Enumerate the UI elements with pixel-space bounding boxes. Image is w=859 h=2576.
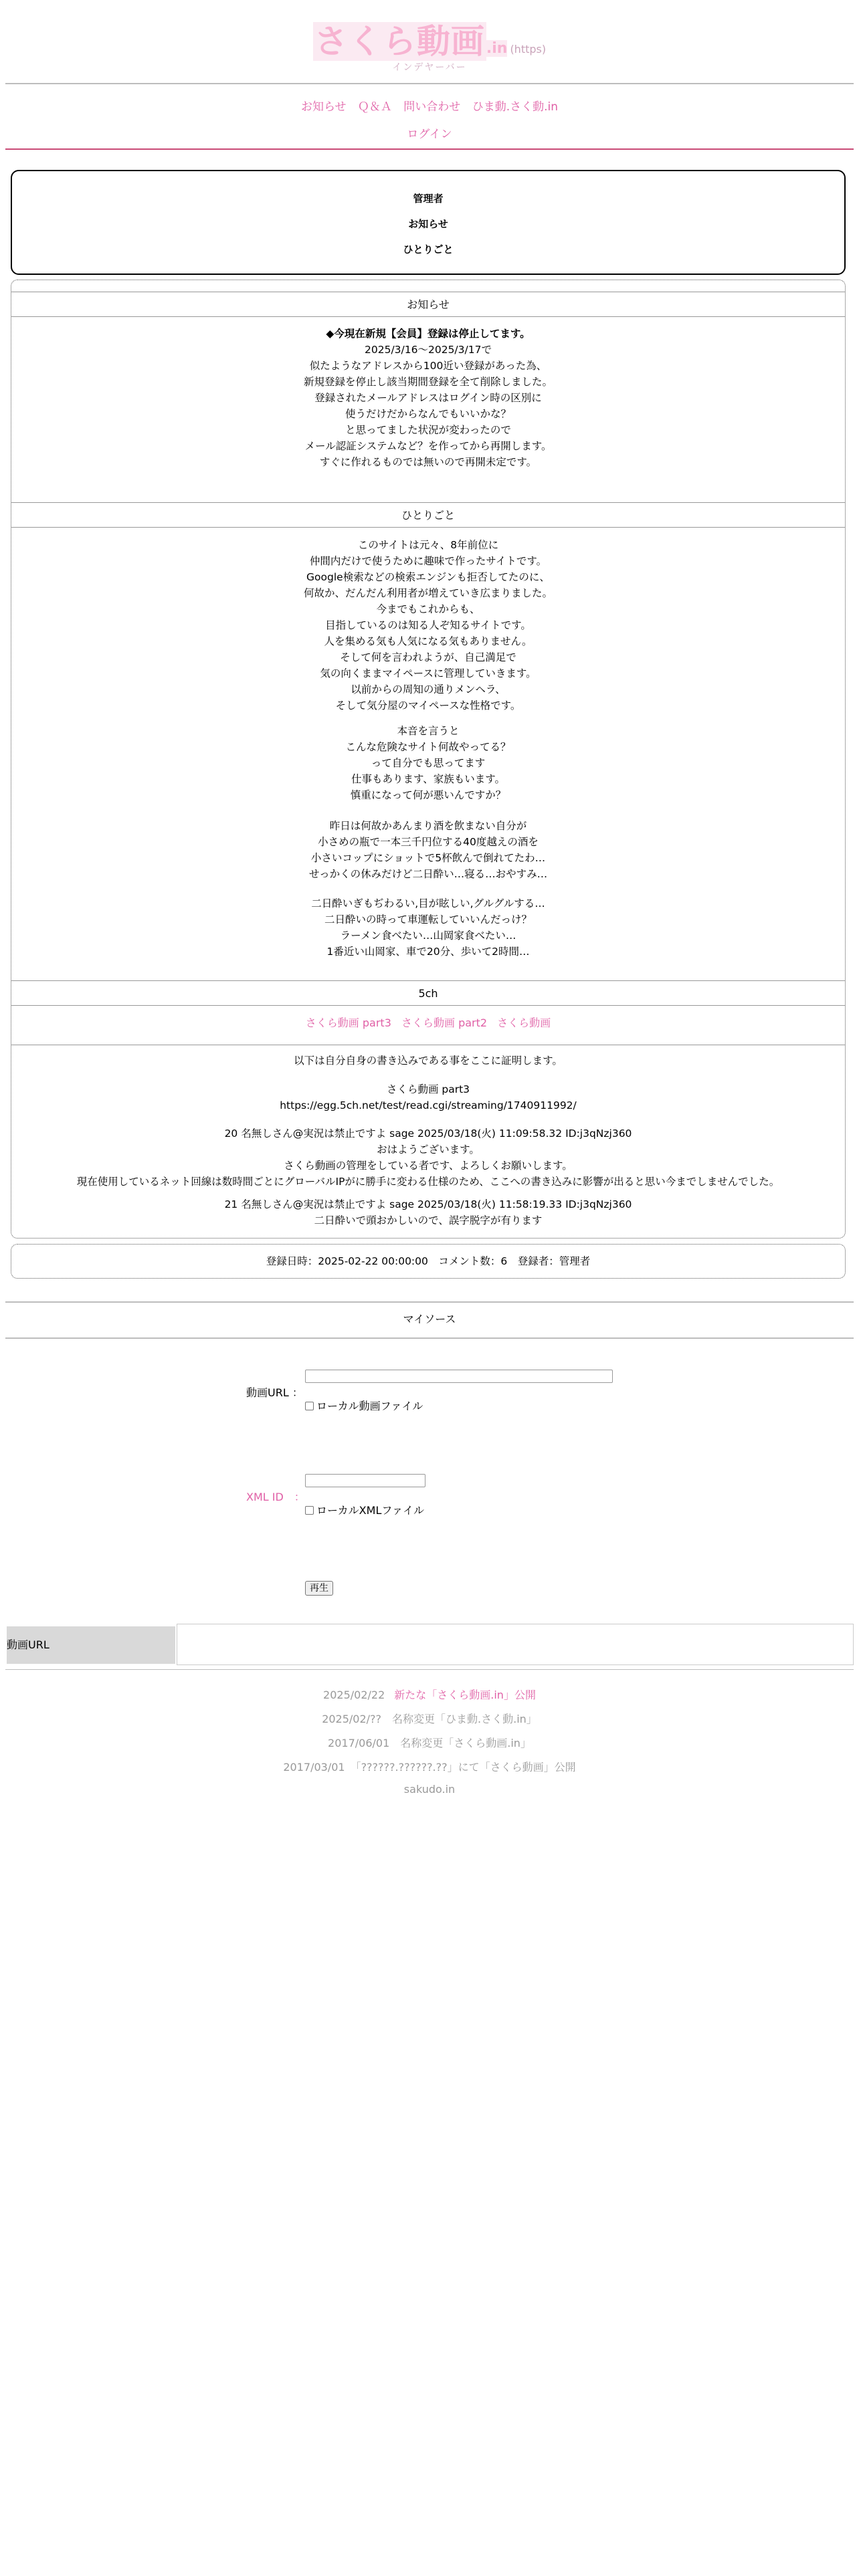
divider [5, 1669, 854, 1670]
logo-text: さくら動画 [314, 22, 485, 61]
post-content-box [11, 280, 846, 1239]
monologue-line: 気の向くままマイペースに管理していきます。 [320, 667, 537, 679]
monologue-line: 昨日は何故かあんまり酒を飲まない自分が [329, 820, 527, 832]
post-line: 現在使用しているネット回線は数時間ごとにグローバルIPがに勝手に変わる仕様のため、ここへの書き込みに影響が出ると思い今までしませんでした。 [76, 1176, 780, 1188]
local-xml-option[interactable] [305, 1502, 424, 1517]
history-item [0, 1687, 859, 1702]
thread-url: https://egg.5ch.net/test/read.cgi/streaming/1740911992/ [280, 1099, 577, 1111]
nav-link-notice[interactable]: お知らせ [300, 100, 347, 114]
monologue-line: 小さいコップにショットで5杯飲んで倒れてたわ… [310, 852, 546, 864]
monologue-line: 小さめの瓶で一本三千円位する40度越えの酒を [318, 836, 539, 848]
monologue-line: このサイトは元々、8年前位に [357, 539, 499, 551]
monologue-line: 目指しているのは知る人ぞ知るサイトです。 [325, 619, 531, 631]
nav-link-qa[interactable]: Ｑ＆Ａ [357, 100, 392, 114]
monologue-line: って自分でも思ってます [371, 757, 486, 769]
monologue-block-2 [11, 723, 845, 803]
menu-item-notice[interactable]: お知らせ [408, 218, 448, 230]
notice-line: ◆今現在新規【会員】登録は停止してます。 [326, 328, 531, 340]
monologue-line: 以前からの周知の通りメンヘラ、 [351, 683, 506, 695]
notice-section-title: お知らせ [11, 292, 845, 317]
site-logo[interactable] [0, 15, 859, 63]
notice-line: と思ってました状況が変わったので [345, 424, 511, 436]
history-link[interactable]: 新たな「さくら動画.in」公開 [394, 1689, 536, 1701]
local-video-checkbox[interactable] [305, 1402, 314, 1410]
post-info-box: 登録日時：2025-02-22 00:00:00 コメント数：6 登録者：管理者 [11, 1244, 846, 1279]
history-item: 2017/06/01 名称変更「さくら動画.in」 [328, 1737, 531, 1749]
monologue-line: そして何を言われようが、自己満足で [340, 651, 516, 663]
fivech-post-20 [11, 1125, 845, 1190]
monologue-line: 仕事もあります、家族もいます。 [351, 773, 506, 785]
menu-item-admin[interactable]: 管理者 [413, 193, 444, 205]
notice-line: 2025/3/16～2025/3/17で [365, 344, 492, 356]
history-item: 2017/03/01 「??????.??????.??」にて「さくら動画」公開 [283, 1761, 576, 1774]
monologue-line: Google検索などの検索エンジンも拒否してたのに、 [306, 571, 550, 583]
post-header: 20 名無しさん@実況は禁止ですよ sage 2025/03/18(火) 11:09:58.32 ID:j3qNzj360 [224, 1128, 632, 1140]
post-line: さくら動画の管理をしている者です、よろしくお願いします。 [284, 1160, 573, 1172]
video-url-row-value [177, 1624, 854, 1665]
monologue-line: 二日酔いの時って車運転していいんだっけ？ [324, 914, 532, 926]
monologue-line: 1番近い山岡家、車で20分、歩いて2時間… [326, 946, 530, 958]
main-nav [0, 97, 859, 114]
monologue-line: せっかくの休みだけど二日酔い…寝る…おやすみ… [308, 868, 548, 880]
monologue-line: 二日酔いぎもぢわるい,目が眩しい,グルグルする… [311, 897, 545, 909]
nav-link-contact[interactable]: 問い合わせ [403, 100, 461, 114]
monologue-line: そして気分屋のマイペースな性格です。 [335, 700, 521, 712]
history-item: sakudo.in [403, 1783, 456, 1796]
admin-menu-box [11, 170, 846, 275]
local-video-label: ローカル動画ファイル [316, 1400, 423, 1412]
fivech-thread-links [11, 1014, 845, 1030]
logo-https-note: (https) [510, 43, 547, 56]
history-date: 2025/02/22 [323, 1689, 385, 1701]
login-link[interactable]: ログイン [407, 128, 452, 141]
thread-link-part1[interactable]: さくら動画 [497, 1016, 551, 1029]
monologue-block-1 [11, 537, 845, 714]
thread-link-part2[interactable]: さくら動画 part2 [401, 1016, 488, 1029]
my-source-title: マイソース [403, 1313, 456, 1325]
divider [5, 1301, 854, 1303]
monologue-line: 仲間内だけで使うために趣味で作ったサイトです。 [309, 555, 547, 567]
notice-line: 新規登録を停止し該当期間登録を全て削除しました。 [303, 376, 553, 388]
notice-line: すぐに作れるものでは無いので再開未定です。 [319, 456, 537, 468]
nav-link-sister-site[interactable]: ひま動.さく動.in [472, 100, 559, 114]
video-url-label: 動画URL ： [246, 1386, 303, 1399]
logo-subtitle: インデヤーバー [392, 62, 467, 73]
history-item: 2025/02/?? 名称変更「ひま動.さく動.in」 [322, 1713, 537, 1725]
local-xml-label: ローカルXMLファイル [316, 1504, 425, 1517]
monologue-block-3 [11, 818, 845, 882]
header-divider [5, 148, 854, 150]
notice-line: 似たようなアドレスから100近い登録があった為、 [309, 360, 547, 372]
play-button[interactable]: 再生 [305, 1581, 333, 1596]
post-line: 二日酔いで頭おかしいので、誤字脱字が有ります [314, 1214, 543, 1226]
monologue-line: こんな危険なサイト何故やってる？ [345, 741, 511, 753]
monologue-line: ラーメン食べたい…山岡家食べたい… [340, 930, 516, 942]
fivech-proof [11, 1053, 845, 1069]
monologue-block-4 [11, 895, 845, 960]
video-url-row-label: 動画URL [7, 1626, 175, 1664]
monologue-line: 何故か、だんだん利用者が増えていき広まりました。 [303, 587, 553, 599]
xml-id-input[interactable] [305, 1474, 425, 1487]
monologue-section-title: ひとりごと [11, 502, 845, 528]
notice-line: 使うだけだからなんでもいいかな？ [345, 408, 511, 420]
notice-body [11, 326, 845, 470]
logo-domain: .in [486, 40, 508, 57]
thread-name: さくら動画 part3 [386, 1083, 470, 1095]
local-video-option[interactable] [305, 1398, 423, 1413]
monologue-line: 今までもこれからも、 [376, 603, 480, 615]
monologue-line: 慎重になって何が悪いんですか？ [350, 789, 506, 801]
monologue-line: 本音を言うと [397, 725, 460, 737]
thread-link-part3[interactable]: さくら動画 part3 [305, 1016, 391, 1029]
fivech-section-title: 5ch [11, 980, 845, 1006]
monologue-line: 人を集める気も人気になる気もありません。 [324, 635, 533, 647]
notice-line: 登録されたメールアドレスはログイン時の区別に [314, 392, 542, 404]
post-header: 21 名無しさん@実況は禁止ですよ sage 2025/03/18(火) 11:58:19.33 ID:j3qNzj360 [224, 1198, 632, 1210]
fivech-post-21 [11, 1196, 845, 1228]
xml-id-label[interactable]: XML ID ： [246, 1491, 305, 1503]
fivech-thread-info [11, 1081, 845, 1113]
divider [5, 83, 854, 84]
menu-item-monologue[interactable]: ひとりごと [403, 243, 454, 255]
notice-line: メール認証システムなど？を作ってから再開します。 [304, 440, 552, 452]
video-url-input[interactable] [305, 1370, 613, 1383]
divider [5, 1337, 854, 1339]
proof-statement: 以下は自分自身の書き込みである事をここに証明します。 [294, 1055, 563, 1067]
post-line: おはようございます。 [377, 1144, 480, 1156]
local-xml-checkbox[interactable] [305, 1506, 314, 1515]
